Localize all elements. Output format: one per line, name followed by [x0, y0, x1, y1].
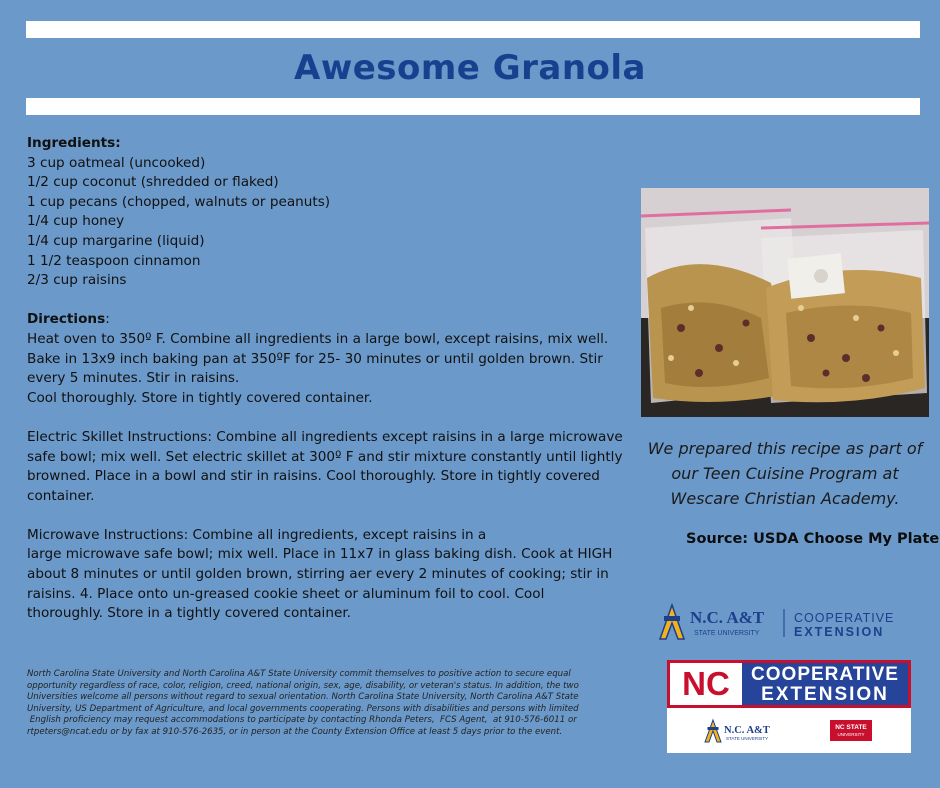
microwave-line: thoroughly. Store in a tightly covered container.: [27, 605, 351, 622]
skillet-line: container.: [27, 487, 95, 504]
nc-red-band: [667, 660, 911, 708]
footer-line: University, US Department of Agriculture, and local governments cooperating. Persons with disabilities and persons with limited: [27, 703, 579, 714]
ncstate-line2: UNIVERSITY: [837, 732, 865, 737]
ingredient-item: 1/4 cup margarine (liquid): [27, 232, 205, 249]
microwave-line: Microwave Instructions: Combine all ingredients, except raisins in a: [27, 526, 487, 543]
nc-letters: NC: [670, 663, 742, 705]
directions-line: Cool thoroughly. Store in tightly covered container.: [27, 389, 373, 406]
nondiscrimination-statement: [27, 669, 607, 739]
skillet-line: Electric Skillet Instructions: Combine all ingredients except raisins in a large microwave: [27, 428, 623, 445]
nc-ext: EXTENSION: [761, 684, 889, 705]
directions-heading: Directions: [27, 311, 106, 328]
page-title: Awesome Granola: [294, 48, 646, 88]
ingredient-item: 1/2 cup coconut (shredded or flaked): [27, 174, 279, 191]
ingredients-heading: Ingredients:: [27, 135, 121, 151]
caption-line: We prepared this recipe as part of: [647, 439, 923, 458]
ingredient-item: 2/3 cup raisins: [27, 272, 127, 289]
ncat-name: N.C. A&T: [690, 608, 765, 627]
footer-line: North Carolina State University and North Carolina A&T State University commit themselves to positive action to secure equal: [27, 669, 571, 679]
footer-line: opportunity regardless of race, color, religion, creed, national origin, sex, age, disability, or veteran's status. In addition, the two: [27, 680, 579, 691]
small-ncat-sub: STATE UNIVERSITY: [726, 736, 769, 741]
microwave-line: large microwave safe bowl; mix well. Place in 11x7 in glass baking dish. Cook at HIGH: [27, 546, 613, 563]
nc-extension-wordmark: [742, 663, 908, 705]
microwave-line: about 8 minutes or until golden brown, stirring aer every 2 minutes of cooking; stir in: [27, 566, 609, 583]
microwave-line: raisins. 4. Place onto un-greased cookie sheet or aluminum foil to cool. Cool: [27, 585, 545, 602]
granola-bags-photo: [641, 188, 929, 417]
ingredient-item: 3 cup oatmeal (uncooked): [27, 154, 206, 171]
recipe-body: [27, 134, 627, 624]
small-ncat-name: N.C. A&T: [724, 725, 770, 736]
ingredient-item: 1/4 cup honey: [27, 213, 125, 230]
skillet-line: safe bowl; mix well. Set electric skillet at 300º F and stir mixture constantly until lightly: [27, 448, 623, 465]
coop-line2: EXTENSION: [794, 625, 885, 639]
title-underline-bar: [26, 98, 920, 115]
directions-line: every 5 minutes. Stir in raisins.: [27, 370, 240, 387]
source-credit: Source: USDA Choose My Plate: [686, 531, 940, 547]
directions-line: Bake in 13x9 inch baking pan at 350ºF for 25- 30 minutes or until golden brown. Stir: [27, 350, 603, 367]
directions-line: Heat oven to 350º F. Combine all ingredients in a large bowl, except raisins, mix well.: [27, 330, 609, 347]
ncstate-line1: NC STATE: [835, 724, 867, 731]
small-aggie-logo-icon: [705, 720, 721, 742]
nc-cooperative-extension-logo: [667, 660, 911, 753]
nc-coop: COOPERATIVE: [751, 664, 899, 685]
footer-line: English proficiency may request accommodations to participate by contacting Rhonda Peters, FCS Agent, at 910-576-6011 or: [27, 715, 577, 726]
directions-colon: :: [105, 311, 110, 328]
skillet-line: browned. Place in a bowl and stir in raisins. Cool thoroughly. Store in tightly covered: [27, 468, 600, 485]
ncat-cooperative-extension-logo: [658, 603, 908, 643]
coop-line1: COOPERATIVE: [794, 611, 895, 625]
caption-line: our Teen Cuisine Program at: [671, 464, 899, 483]
photo-caption: [640, 436, 930, 511]
caption-line: Wescare Christian Academy.: [670, 489, 900, 508]
top-divider-bar: [26, 21, 920, 38]
aggie-logo-icon: [660, 605, 684, 639]
footer-line: rtpeters@ncat.edu or by fax at 910-576-2635, or in person at the County Extension Office at least 5 days prior to the event.: [27, 726, 563, 737]
ingredient-item: 1 1/2 teaspoon cinnamon: [27, 252, 201, 269]
footer-line: Universities welcome all persons without regard to sexual orientation. North Carolina State University, North Carolina A&T State: [27, 692, 579, 703]
ingredient-item: 1 cup pecans (chopped, walnuts or peanuts): [27, 193, 331, 210]
ncat-sub: STATE UNIVERSITY: [694, 630, 760, 637]
directions-heading-line: [27, 310, 627, 330]
